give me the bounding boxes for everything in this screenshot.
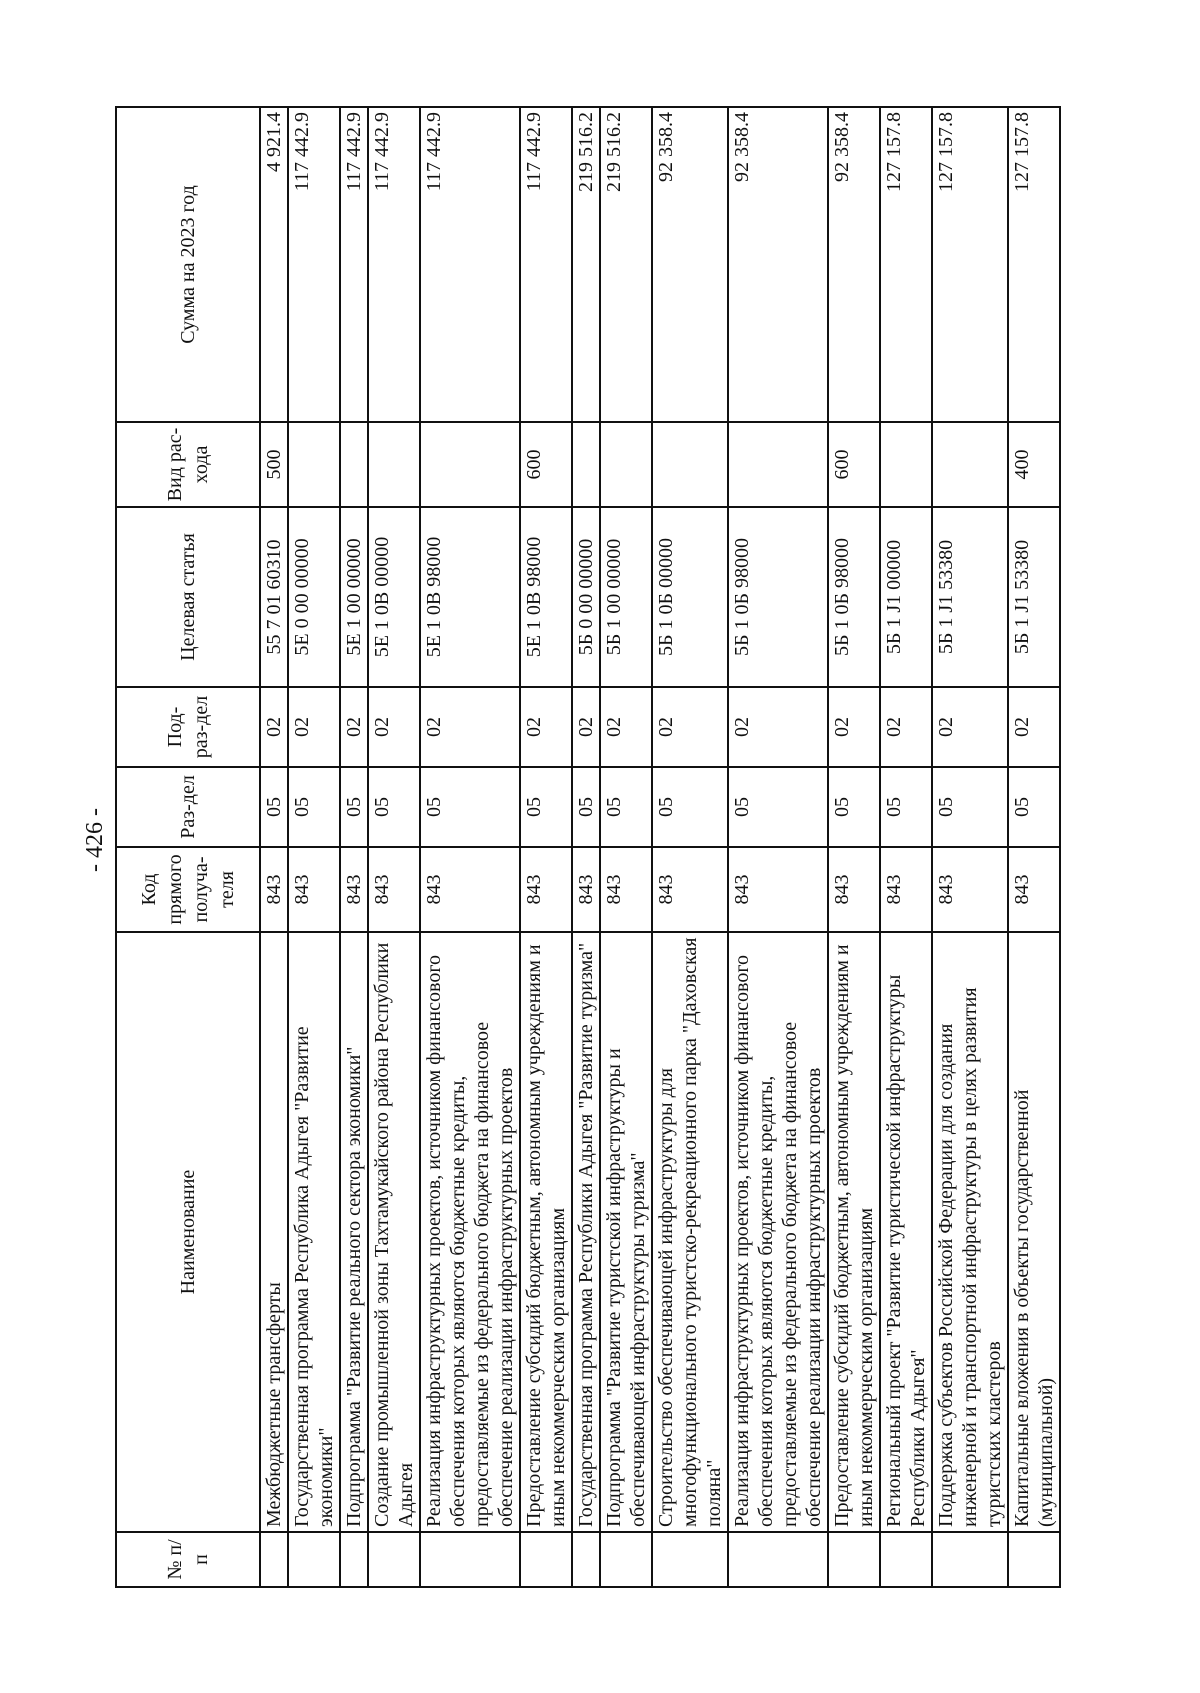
cell-expense xyxy=(420,422,520,507)
cell-num xyxy=(1008,1532,1060,1587)
header-amount: Сумма на 2023 год xyxy=(116,107,260,422)
budget-table xyxy=(115,106,1061,1588)
cell-target: 5Б 1 J1 53380 xyxy=(932,507,1008,687)
cell-expense: 600 xyxy=(520,422,572,507)
cell-code: 843 xyxy=(600,847,652,932)
table-row xyxy=(828,107,880,1587)
cell-code: 843 xyxy=(880,847,932,932)
cell-expense: 400 xyxy=(1008,422,1060,507)
cell-num xyxy=(652,1532,728,1587)
cell-subsection: 02 xyxy=(288,687,340,767)
header-expense: Вид рас-хода xyxy=(116,422,260,507)
cell-section: 05 xyxy=(880,767,932,847)
cell-expense xyxy=(728,422,828,507)
cell-num xyxy=(572,1532,600,1587)
cell-expense xyxy=(368,422,420,507)
cell-section: 05 xyxy=(288,767,340,847)
header-subsection: Под-раз-дел xyxy=(116,687,260,767)
header-name: Наименование xyxy=(116,932,260,1532)
table-row xyxy=(420,107,520,1587)
table-row xyxy=(728,107,828,1587)
cell-amount: 219 516.2 xyxy=(600,107,652,422)
cell-amount: 117 442.9 xyxy=(340,107,368,422)
cell-target: 5Б 1 J1 00000 xyxy=(880,507,932,687)
cell-name: Региональный проект "Развитие туристической инфраструктуры Республики Адыгея" xyxy=(880,932,932,1532)
cell-name: Создание промышленной зоны Тахтамукайского района Республики Адыгея xyxy=(368,932,420,1532)
table-row xyxy=(520,107,572,1587)
cell-num xyxy=(288,1532,340,1587)
cell-expense: 600 xyxy=(828,422,880,507)
cell-num xyxy=(728,1532,828,1587)
table-row xyxy=(600,107,652,1587)
cell-subsection: 02 xyxy=(340,687,368,767)
cell-section: 05 xyxy=(572,767,600,847)
header-target: Целевая статья xyxy=(116,507,260,687)
cell-num xyxy=(260,1532,288,1587)
cell-subsection: 02 xyxy=(652,687,728,767)
cell-name: Подпрограмма "Развитие туристской инфраструктуры и обеспечивающей инфраструктуры туризма" xyxy=(600,932,652,1532)
cell-code: 843 xyxy=(652,847,728,932)
cell-amount: 92 358.4 xyxy=(828,107,880,422)
cell-subsection: 02 xyxy=(520,687,572,767)
cell-subsection: 02 xyxy=(1008,687,1060,767)
cell-section: 05 xyxy=(520,767,572,847)
cell-subsection: 02 xyxy=(572,687,600,767)
cell-target: 5Б 0 00 00000 xyxy=(572,507,600,687)
header-code: Код прямого получа-теля xyxy=(116,847,260,932)
table-body xyxy=(260,107,1060,1587)
header-section: Раз-дел xyxy=(116,767,260,847)
cell-amount: 92 358.4 xyxy=(728,107,828,422)
cell-amount: 127 157.8 xyxy=(932,107,1008,422)
cell-code: 843 xyxy=(1008,847,1060,932)
cell-code: 843 xyxy=(340,847,368,932)
cell-code: 843 xyxy=(728,847,828,932)
cell-amount: 117 442.9 xyxy=(288,107,340,422)
cell-amount: 117 442.9 xyxy=(368,107,420,422)
cell-num xyxy=(828,1532,880,1587)
cell-name: Государственная программа Республика Адыгея "Развитие экономики" xyxy=(288,932,340,1532)
cell-expense xyxy=(932,422,1008,507)
cell-num xyxy=(520,1532,572,1587)
cell-section: 05 xyxy=(420,767,520,847)
table-row xyxy=(932,107,1008,1587)
cell-section: 05 xyxy=(728,767,828,847)
cell-subsection: 02 xyxy=(932,687,1008,767)
cell-name: Предоставление субсидий бюджетным, автономным учреждениям и иным некоммерческим организациям xyxy=(828,932,880,1532)
cell-amount: 4 921.4 xyxy=(260,107,288,422)
cell-code: 843 xyxy=(260,847,288,932)
cell-target: 5Б 1 J1 53380 xyxy=(1008,507,1060,687)
cell-name: Строительство обеспечивающей инфраструктуры для многофункционального туристско-рекреационного парка "Даховская поляна" xyxy=(652,932,728,1532)
cell-code: 843 xyxy=(572,847,600,932)
cell-num xyxy=(420,1532,520,1587)
cell-amount: 127 157.8 xyxy=(1008,107,1060,422)
cell-target: 5Б 1 00 00000 xyxy=(600,507,652,687)
cell-expense xyxy=(600,422,652,507)
table-row xyxy=(288,107,340,1587)
cell-target: 5Б 1 0Б 98000 xyxy=(828,507,880,687)
cell-code: 843 xyxy=(288,847,340,932)
cell-subsection: 02 xyxy=(880,687,932,767)
table-row xyxy=(368,107,420,1587)
cell-expense xyxy=(652,422,728,507)
cell-expense xyxy=(880,422,932,507)
cell-target: 5Е 0 00 00000 xyxy=(288,507,340,687)
cell-name: Реализация инфраструктурных проектов, источником финансового обеспечения которых являются бюджетные кредиты, предоставляемые из федерального бюджета на финансовое обеспечение реализации инфраструктурных проектов xyxy=(420,932,520,1532)
cell-name: Государственная программа Республики Адыгея "Развитие туризма" xyxy=(572,932,600,1532)
cell-subsection: 02 xyxy=(600,687,652,767)
cell-subsection: 02 xyxy=(260,687,288,767)
cell-num xyxy=(932,1532,1008,1587)
cell-subsection: 02 xyxy=(420,687,520,767)
cell-code: 843 xyxy=(828,847,880,932)
cell-num xyxy=(340,1532,368,1587)
cell-expense xyxy=(288,422,340,507)
cell-num xyxy=(368,1532,420,1587)
cell-section: 05 xyxy=(1008,767,1060,847)
cell-name: Реализация инфраструктурных проектов, источником финансового обеспечения которых являются бюджетные кредиты, предоставляемые из федерального бюджета на финансовое обеспечение реализации инфраструктурных проектов xyxy=(728,932,828,1532)
table-row xyxy=(880,107,932,1587)
cell-name: Межбюджетные трансферты xyxy=(260,932,288,1532)
cell-target: 5Е 1 00 00000 xyxy=(340,507,368,687)
rotated-table-wrapper xyxy=(115,108,1070,1588)
cell-amount: 117 442.9 xyxy=(520,107,572,422)
cell-target: 5Е 1 0В 98000 xyxy=(420,507,520,687)
cell-amount: 127 157.8 xyxy=(880,107,932,422)
cell-code: 843 xyxy=(520,847,572,932)
cell-target: 5Б 1 0Б 98000 xyxy=(728,507,828,687)
cell-section: 05 xyxy=(932,767,1008,847)
table-row xyxy=(652,107,728,1587)
cell-target: 5Е 1 0В 98000 xyxy=(520,507,572,687)
cell-section: 05 xyxy=(600,767,652,847)
table-row xyxy=(572,107,600,1587)
cell-name: Поддержка субъектов Российской Федерации для создания инженерной и транспортной инфраструктуры в целях развития туристских кластеров xyxy=(932,932,1008,1532)
cell-section: 05 xyxy=(828,767,880,847)
cell-section: 05 xyxy=(652,767,728,847)
cell-name: Капитальные вложения в объекты государственной (муниципальной) xyxy=(1008,932,1060,1532)
cell-expense: 500 xyxy=(260,422,288,507)
cell-target: 5Е 1 0В 00000 xyxy=(368,507,420,687)
cell-code: 843 xyxy=(368,847,420,932)
cell-num xyxy=(600,1532,652,1587)
cell-name: Предоставление субсидий бюджетным, автономным учреждениям и иным некоммерческим организациям xyxy=(520,932,572,1532)
table-row xyxy=(260,107,288,1587)
cell-amount: 219 516.2 xyxy=(572,107,600,422)
table-row xyxy=(340,107,368,1587)
header-num: № п/п xyxy=(116,1532,260,1587)
cell-subsection: 02 xyxy=(828,687,880,767)
table-header-row xyxy=(116,107,260,1587)
cell-expense xyxy=(572,422,600,507)
cell-code: 843 xyxy=(420,847,520,932)
cell-section: 05 xyxy=(368,767,420,847)
cell-target: 55 7 01 60310 xyxy=(260,507,288,687)
table-row xyxy=(1008,107,1060,1587)
page-number: - 426 - xyxy=(82,808,108,872)
cell-code: 843 xyxy=(932,847,1008,932)
cell-num xyxy=(880,1532,932,1587)
cell-section: 05 xyxy=(260,767,288,847)
cell-expense xyxy=(340,422,368,507)
cell-amount: 92 358.4 xyxy=(652,107,728,422)
cell-subsection: 02 xyxy=(728,687,828,767)
cell-target: 5Б 1 0Б 00000 xyxy=(652,507,728,687)
cell-amount: 117 442.9 xyxy=(420,107,520,422)
cell-name: Подпрограмма "Развитие реального сектора экономики" xyxy=(340,932,368,1532)
cell-section: 05 xyxy=(340,767,368,847)
cell-subsection: 02 xyxy=(368,687,420,767)
